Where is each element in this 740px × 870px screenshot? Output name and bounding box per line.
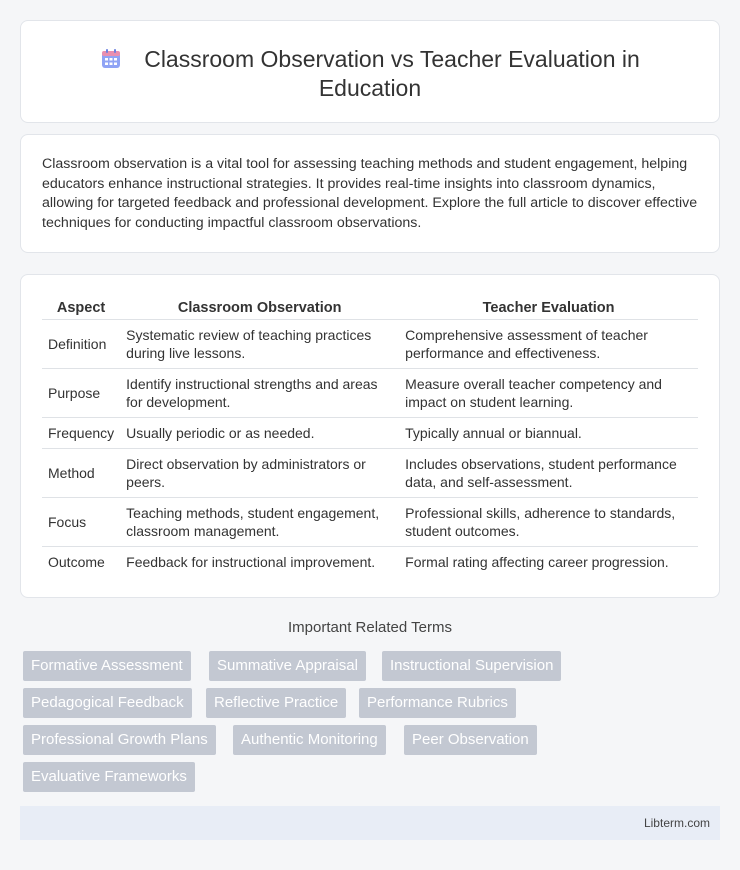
- cell-observation: Identify instructional strengths and areas for development.: [120, 369, 399, 418]
- header-aspect: Aspect: [56, 300, 106, 316]
- tag-formative-assessment[interactable]: Formative Assessment: [23, 651, 191, 681]
- title-line-1: Classroom Observation vs Teacher Evaluation in: [144, 46, 640, 72]
- table-header-row: [42, 295, 698, 320]
- tag-peer-observation[interactable]: Peer Observation: [404, 725, 537, 755]
- calendar-icon: [100, 48, 122, 70]
- table-row: [42, 547, 698, 578]
- cell-evaluation: Comprehensive assessment of teacher performance and effectiveness.: [399, 320, 698, 369]
- cell-aspect: Frequency: [42, 418, 120, 449]
- cell-aspect: Focus: [42, 498, 120, 547]
- tag-professional-growth-plans[interactable]: Professional Growth Plans: [23, 725, 216, 755]
- table-row: [42, 369, 698, 418]
- intro-card: [20, 134, 720, 253]
- header-teacher-evaluation: Teacher Evaluation: [482, 300, 615, 316]
- cell-observation: Systematic review of teaching practices during live lessons.: [120, 320, 399, 369]
- cell-observation: Feedback for instructional improvement.: [120, 547, 399, 578]
- tag-pedagogical-feedback[interactable]: Pedagogical Feedback: [23, 688, 192, 718]
- header-classroom-observation: Classroom Observation: [177, 300, 342, 316]
- cell-evaluation: Includes observations, student performance data, and self-assessment.: [399, 449, 698, 498]
- footer-site-link[interactable]: Libterm.com: [643, 816, 710, 830]
- table-row: [42, 320, 698, 369]
- cell-evaluation: Measure overall teacher competency and impact on student learning.: [399, 369, 698, 418]
- tag-instructional-supervision[interactable]: Instructional Supervision: [382, 651, 561, 681]
- cell-aspect: Method: [42, 449, 120, 498]
- cell-evaluation: Formal rating affecting career progression.: [399, 547, 698, 578]
- comparison-table: [42, 295, 698, 577]
- tag-reflective-practice[interactable]: Reflective Practice: [206, 688, 346, 718]
- intro-paragraph: Classroom observation is a vital tool for assessing teaching methods and student engagement, helping educators enhance instructional strategies. It provides real-time insights into classroom dynamics, allowing for targeted feedback and professional development. Explore the full article to discover effective techniques for conducting impactful classroom observations.: [42, 156, 698, 231]
- cell-observation: Direct observation by administrators or peers.: [120, 449, 399, 498]
- tag-performance-rubrics[interactable]: Performance Rubrics: [359, 688, 516, 718]
- title-line-2: Education: [318, 75, 422, 101]
- cell-observation: Usually periodic or as needed.: [120, 418, 399, 449]
- table-row: [42, 449, 698, 498]
- page-title: [21, 45, 719, 103]
- comparison-card: [20, 274, 720, 598]
- tag-authentic-monitoring[interactable]: Authentic Monitoring: [233, 725, 386, 755]
- cell-aspect: Purpose: [42, 369, 120, 418]
- cell-observation: Teaching methods, student engagement, classroom management.: [120, 498, 399, 547]
- table-row: [42, 418, 698, 449]
- related-terms-title: Important Related Terms: [288, 619, 452, 636]
- cell-evaluation: Typically annual or biannual.: [399, 418, 698, 449]
- footer: [20, 806, 720, 840]
- cell-aspect: Outcome: [42, 547, 120, 578]
- table-row: [42, 498, 698, 547]
- tag-summative-appraisal[interactable]: Summative Appraisal: [209, 651, 366, 681]
- cell-evaluation: Professional skills, adherence to standards, student outcomes.: [399, 498, 698, 547]
- tag-evaluative-frameworks[interactable]: Evaluative Frameworks: [23, 762, 195, 792]
- title-card: [20, 20, 720, 123]
- cell-aspect: Definition: [42, 320, 120, 369]
